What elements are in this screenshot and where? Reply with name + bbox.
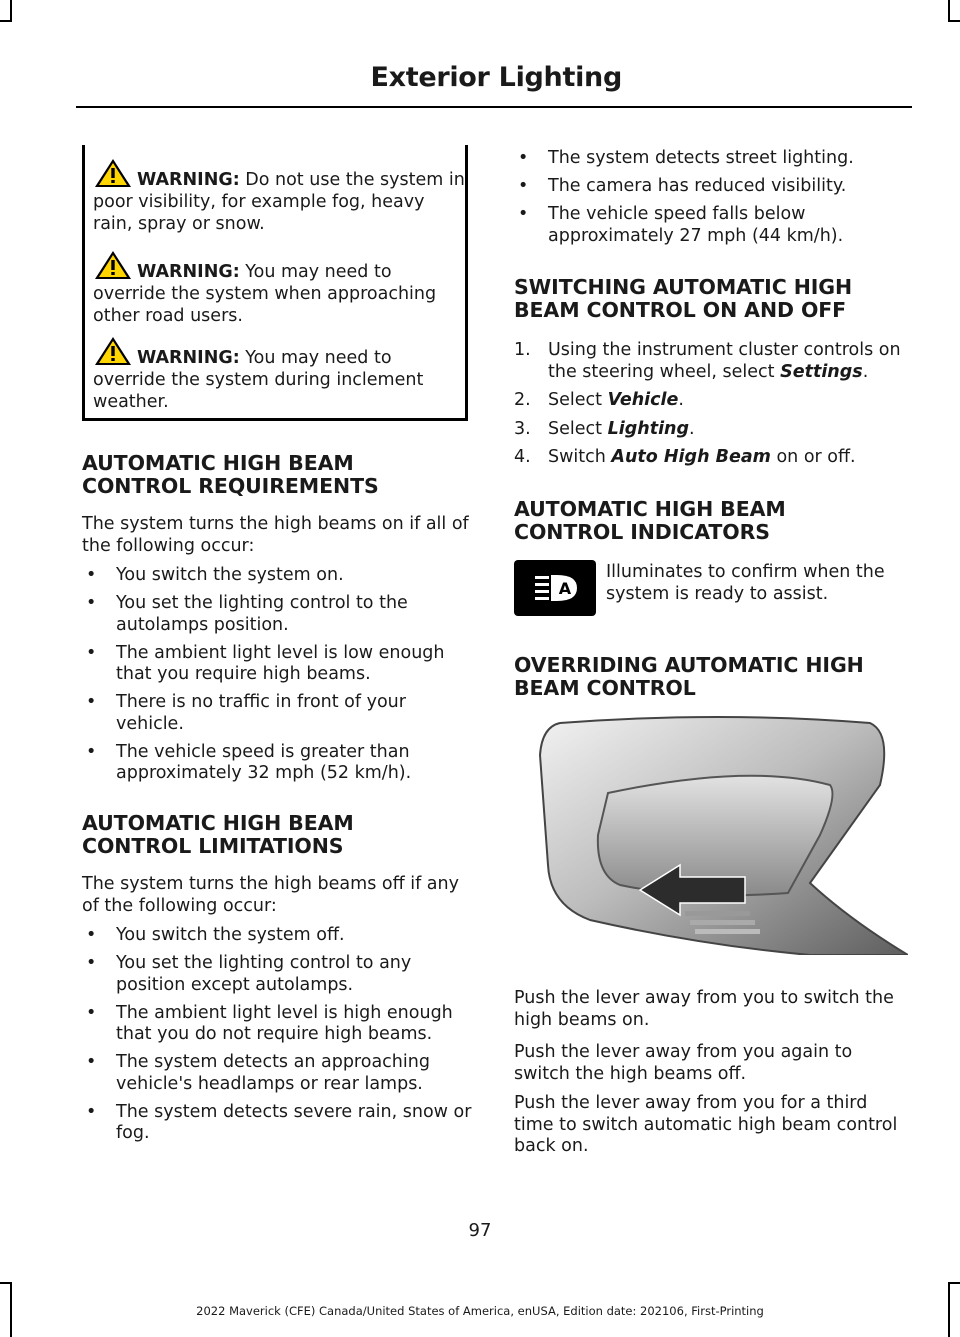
step-item bbox=[514, 447, 910, 469]
footer-text: 2022 Maverick (CFE) Canada/United States of America, enUSA, Edition date: 202106, First-Printing bbox=[196, 1304, 764, 1318]
requirements-list bbox=[82, 565, 476, 791]
crop-mark bbox=[0, 1282, 12, 1284]
crop-mark bbox=[948, 1282, 960, 1284]
list-item: • The vehicle speed is greater than approximately 32 mph (52 km/h). bbox=[82, 742, 476, 785]
lever-illustration bbox=[520, 715, 908, 955]
warning-box bbox=[82, 145, 468, 421]
list-item: • You switch the system off. bbox=[82, 925, 476, 947]
list-item: • The ambient light level is low enough that you require high beams. bbox=[82, 643, 476, 686]
heading-line: CONTROL INDICATORS bbox=[514, 520, 770, 544]
heading-line: OVERRIDING AUTOMATIC HIGH bbox=[514, 653, 864, 677]
step-text: on or off. bbox=[770, 447, 856, 467]
section-heading-switching bbox=[514, 276, 914, 322]
override-paragraph: Push the lever away from you to switch the high beams on. bbox=[514, 988, 894, 1030]
step-text: Select bbox=[548, 418, 608, 439]
step-text: . bbox=[689, 418, 695, 439]
menu-item-name: Lighting bbox=[607, 418, 690, 439]
indicator-description: Illuminates to confirm when the system is ready to assist. bbox=[606, 562, 885, 604]
list-item: • The system detects severe rain, snow or fog. bbox=[82, 1102, 476, 1145]
section-heading-indicators bbox=[514, 498, 914, 544]
crop-mark bbox=[10, 0, 12, 22]
warning-triangle-icon bbox=[93, 249, 133, 281]
crop-mark bbox=[948, 20, 960, 22]
page-title: Exterior Lighting bbox=[370, 62, 622, 93]
step-item bbox=[514, 390, 910, 412]
warning-label: WARNING: bbox=[137, 262, 240, 282]
section-heading-overriding bbox=[514, 654, 914, 700]
heading-line: AUTOMATIC HIGH BEAM bbox=[82, 451, 354, 475]
heading-line: BEAM CONTROL bbox=[514, 676, 696, 700]
step-text: Using the instrument cluster controls on the steering wheel, select bbox=[548, 340, 901, 382]
override-paragraph: Push the lever away from you again to switch the high beams off. bbox=[514, 1042, 853, 1084]
list-item: • The ambient light level is high enough that you do not require high beams. bbox=[82, 1003, 476, 1046]
menu-item-name: Auto High Beam bbox=[611, 447, 771, 467]
step-text: . bbox=[862, 361, 869, 382]
switching-steps bbox=[514, 340, 910, 476]
list-item: • You set the lighting control to any position except autolamps. bbox=[82, 953, 476, 996]
step-text: . bbox=[678, 390, 684, 410]
crop-mark bbox=[0, 20, 12, 22]
step-number: 4. bbox=[514, 447, 531, 467]
requirements-intro: The system turns the high beams on if all of the following occur: bbox=[82, 514, 469, 556]
limitations-intro: The system turns the high beams off if any of the following occur: bbox=[82, 874, 459, 916]
warning-item bbox=[93, 157, 469, 235]
step-item bbox=[514, 419, 910, 441]
warning-item bbox=[93, 335, 469, 413]
heading-line: BEAM CONTROL ON AND OFF bbox=[514, 298, 847, 322]
list-item: • The vehicle speed falls below approximately 27 mph (44 km/h). bbox=[514, 204, 910, 247]
auto-high-beam-icon bbox=[514, 560, 596, 616]
list-item: • You set the lighting control to the autolamps position. bbox=[82, 593, 476, 636]
page-number: 97 bbox=[468, 1220, 492, 1241]
heading-line: SWITCHING AUTOMATIC HIGH bbox=[514, 275, 853, 299]
heading-line: CONTROL LIMITATIONS bbox=[82, 834, 344, 858]
list-item: • The system detects street lighting. bbox=[514, 148, 910, 170]
section-heading-requirements bbox=[82, 452, 482, 498]
heading-line: CONTROL REQUIREMENTS bbox=[82, 474, 379, 498]
warning-text: Do not use the system in poor visibility, for example fog, heavy rain, spray or snow. bbox=[93, 170, 465, 234]
limitations-list-left bbox=[82, 925, 476, 1151]
list-item: • The camera has reduced visibility. bbox=[514, 176, 910, 198]
heading-line: AUTOMATIC HIGH BEAM bbox=[82, 811, 354, 835]
heading-line: AUTOMATIC HIGH BEAM bbox=[514, 497, 786, 521]
indicator-letter: A bbox=[558, 579, 572, 598]
step-text: Switch bbox=[548, 447, 612, 467]
warning-label: WARNING: bbox=[137, 170, 240, 190]
header-rule bbox=[76, 106, 912, 108]
auto-high-beam-indicator-icon bbox=[514, 560, 596, 616]
warning-text: You may need to override the system when approaching other road users. bbox=[93, 262, 437, 326]
menu-item-name: Vehicle bbox=[607, 390, 679, 410]
step-number: 3. bbox=[514, 418, 531, 439]
step-number: 1. bbox=[514, 340, 531, 360]
step-text: Select bbox=[548, 390, 608, 410]
list-item: • You switch the system on. bbox=[82, 565, 476, 587]
warning-item bbox=[93, 249, 469, 327]
override-paragraph: Push the lever away from you for a third time to switch automatic high beam control back on. bbox=[514, 1093, 898, 1156]
step-item bbox=[514, 340, 910, 383]
warning-label: WARNING: bbox=[137, 348, 240, 368]
crop-mark bbox=[948, 0, 950, 22]
warning-text: You may need to override the system during inclement weather. bbox=[93, 348, 424, 412]
limitations-list-right bbox=[514, 148, 910, 254]
list-item: • The system detects an approaching vehicle's headlamps or rear lamps. bbox=[82, 1052, 476, 1095]
list-item: • There is no traffic in front of your vehicle. bbox=[82, 692, 476, 735]
section-heading-limitations bbox=[82, 812, 482, 858]
warning-triangle-icon bbox=[93, 157, 133, 189]
step-number: 2. bbox=[514, 390, 531, 410]
warning-triangle-icon bbox=[93, 335, 133, 367]
menu-item-name: Settings bbox=[780, 361, 863, 382]
